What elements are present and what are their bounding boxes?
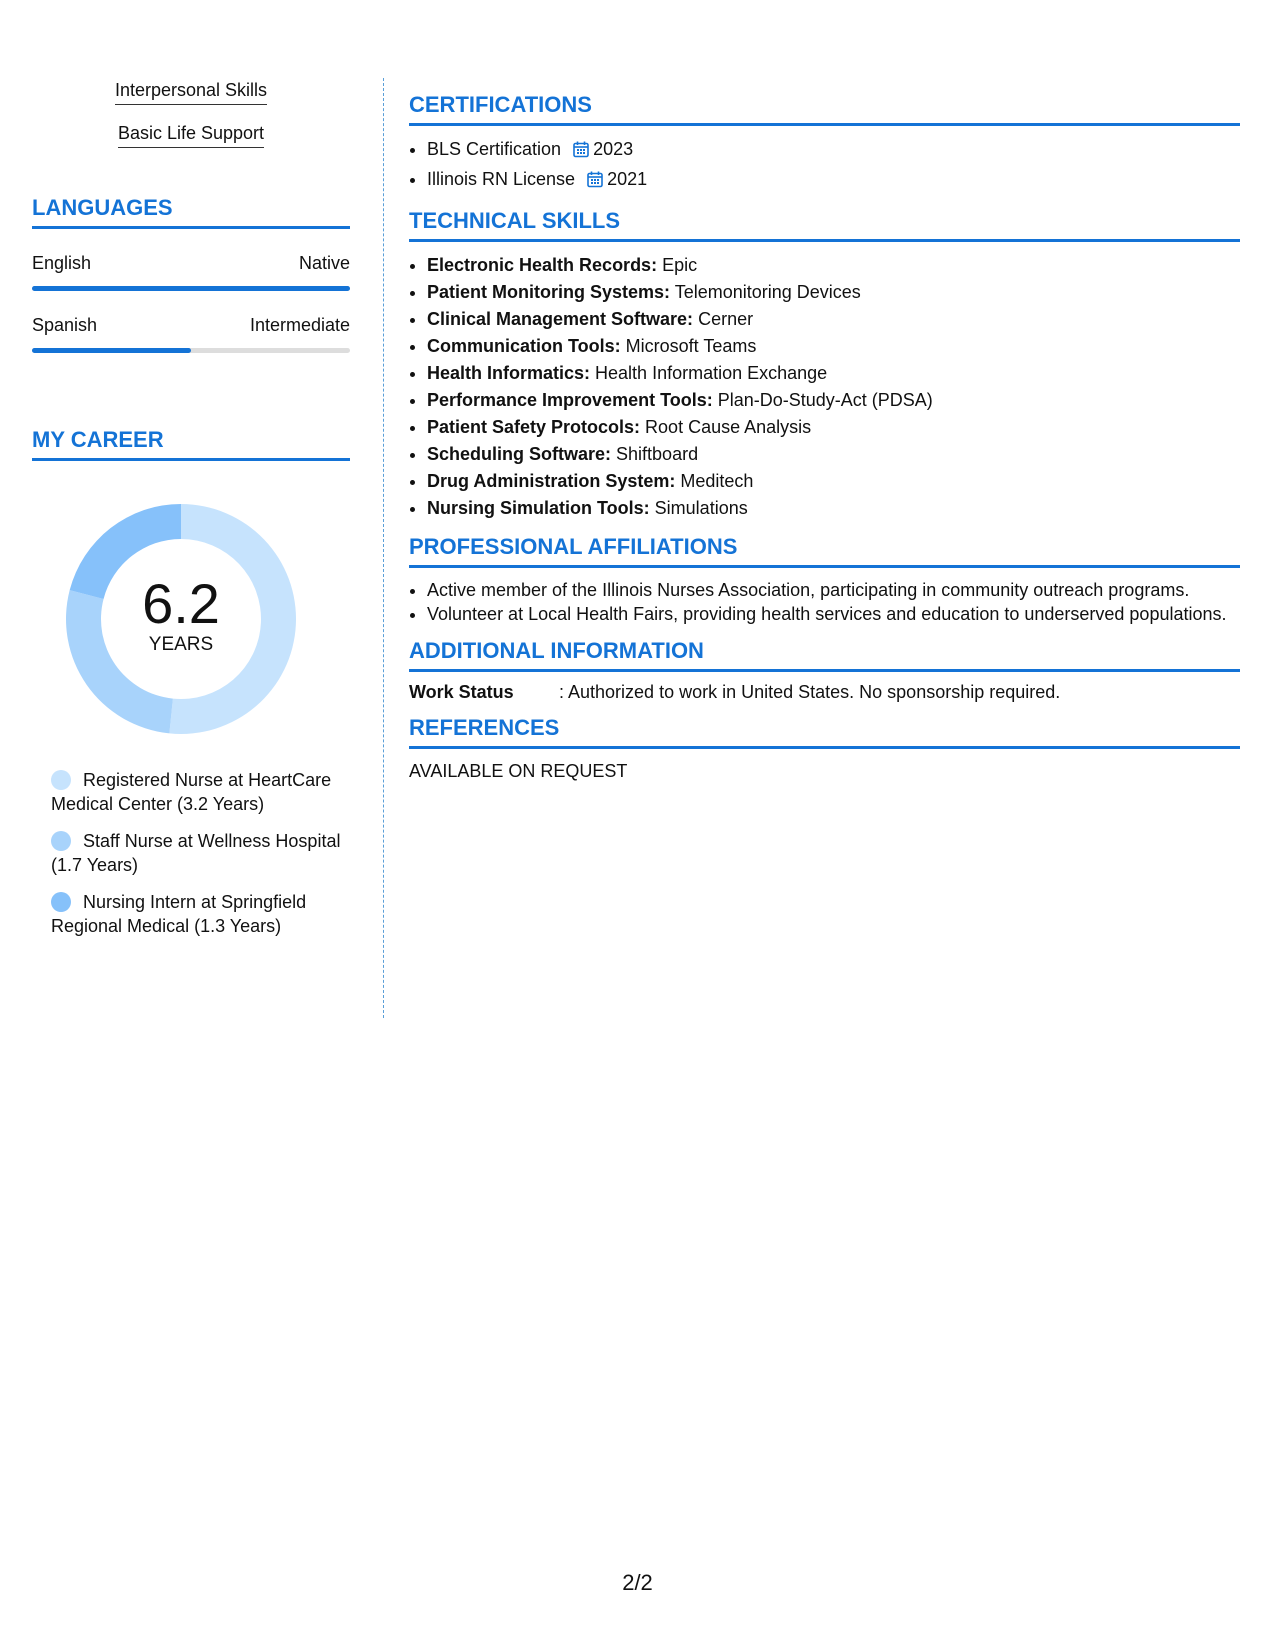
legend-dot (51, 831, 71, 851)
technical-skill-item: • Drug Administration System: Meditech (427, 468, 1240, 495)
career-legend-item: Nursing Intern at Springfield Regional Medical (1.3 Years) (51, 892, 307, 936)
language-name: English (32, 253, 92, 273)
career-section (32, 427, 350, 938)
career-legend-item: Staff Nurse at Wellness Hospital (1.7 Years) (51, 831, 341, 875)
affiliations-list (409, 578, 1240, 626)
technical-skill-item: • Communication Tools: Microsoft Teams (427, 333, 1240, 360)
affiliations-title: PROFESSIONAL AFFILIATIONS (409, 534, 1240, 568)
affiliation-item: • Active member of the Illinois Nurses Association, participating in community outreach programs. (427, 578, 1240, 602)
skill-tag: Interpersonal Skills (32, 80, 350, 105)
career-donut-chart (66, 504, 296, 734)
language-level: Native (298, 253, 350, 273)
additional-info-title: ADDITIONAL INFORMATION (409, 638, 1240, 672)
affiliations-section (409, 534, 1240, 626)
certification-item: • BLS Certification 2023 (427, 136, 1240, 166)
work-status-label: Work Status (409, 682, 514, 702)
left-column (32, 80, 350, 951)
certifications-section (409, 92, 1240, 196)
language-item (32, 253, 350, 291)
additional-info-section (409, 638, 1240, 703)
career-title: MY CAREER (32, 427, 350, 461)
legend-dot (51, 770, 71, 790)
languages-title: LANGUAGES (32, 195, 350, 229)
certifications-title: CERTIFICATIONS (409, 92, 1240, 126)
technical-skill-item: • Health Informatics: Health Information Exchange (427, 360, 1240, 387)
page-number: 2/2 (622, 1570, 653, 1595)
references-section (409, 715, 1240, 782)
skill-tag: Basic Life Support (32, 123, 350, 148)
certification-item: • Illinois RN License 2021 (427, 166, 1240, 196)
career-total: 6.2 (142, 572, 220, 635)
certifications-list (409, 136, 1240, 196)
language-bar (32, 348, 350, 353)
technical-skill-item: • Electronic Health Records: Epic (427, 252, 1240, 279)
language-bar-fill (32, 348, 191, 353)
language-bar (32, 286, 350, 291)
technical-skill-item: • Nursing Simulation Tools: Simulations (427, 495, 1240, 522)
legend-dot (51, 892, 71, 912)
career-legend (32, 768, 350, 938)
career-unit: YEARS (148, 634, 214, 655)
language-item (32, 315, 350, 353)
technical-skill-item: • Patient Safety Protocols: Root Cause Analysis (427, 414, 1240, 441)
career-legend-item: Registered Nurse at HeartCare Medical Center (3.2 Years) (51, 770, 332, 814)
certification-year: 2023 (593, 139, 634, 159)
technical-skill-item: • Patient Monitoring Systems: Telemonitoring Devices (427, 279, 1240, 306)
language-bar-fill (32, 286, 350, 291)
references-text: AVAILABLE ON REQUEST (409, 761, 628, 781)
calendar-icon (573, 139, 589, 166)
column-divider (383, 78, 384, 1018)
technical-skill-item: • Scheduling Software: Shiftboard (427, 441, 1240, 468)
language-name: Spanish (32, 315, 98, 335)
technical-skill-item: • Performance Improvement Tools: Plan-Do-Study-Act (PDSA) (427, 387, 1240, 414)
affiliation-item: • Volunteer at Local Health Fairs, providing health services and education to underserved populations. (427, 602, 1240, 626)
language-level: Intermediate (249, 315, 350, 335)
technical-skills-title: TECHNICAL SKILLS (409, 208, 1240, 242)
technical-skill-item: • Clinical Management Software: Cerner (427, 306, 1240, 333)
languages-section (32, 195, 350, 353)
right-column (409, 92, 1240, 794)
technical-skills-section (409, 208, 1240, 522)
technical-skills-list (409, 252, 1240, 522)
work-status-value: : Authorized to work in United States. No sponsorship required. (559, 682, 1061, 702)
work-status-row (409, 682, 1240, 703)
certification-year: 2021 (607, 169, 648, 189)
references-title: REFERENCES (409, 715, 1240, 749)
calendar-icon (587, 169, 603, 196)
